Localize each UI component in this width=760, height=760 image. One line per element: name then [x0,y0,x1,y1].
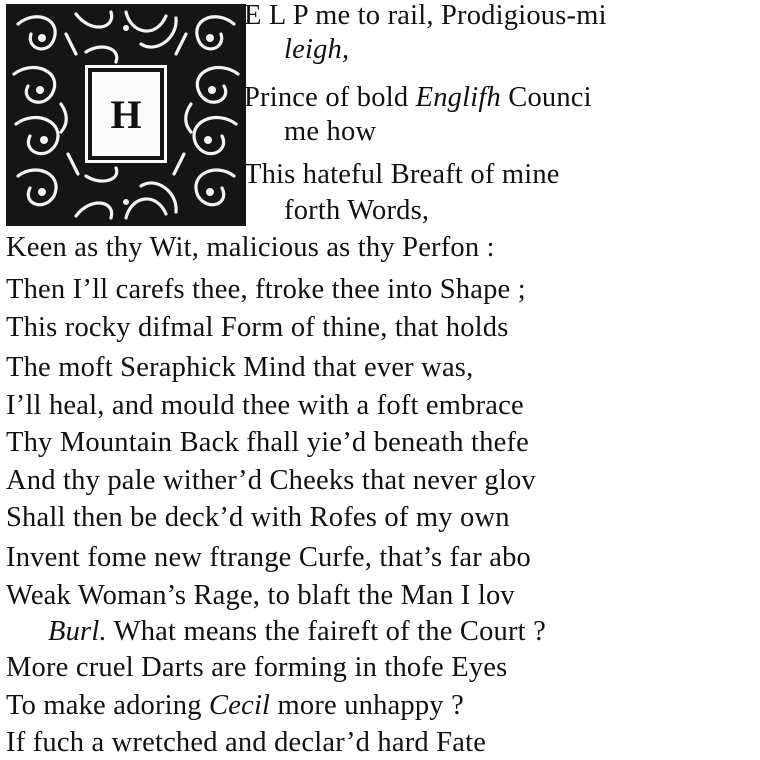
text-fragment: me how [284,116,377,147]
text-fragment: This rocky difmal Form of thine, that holds [6,312,509,343]
text-fragment: Cecil [209,690,271,721]
text-fragment: And thy pale wither’d Cheeks that never glov [6,465,536,496]
text-fragment: The moft Seraphick Mind that ever was, [6,352,474,383]
text-line [284,193,429,229]
text-fragment: What means the faireft of the Court ? [106,616,546,647]
decorated-initial [6,4,246,226]
text-fragment: I’ll heal, and mould thee with a foft embrace [6,390,524,421]
text-line [284,32,349,68]
text-line [6,650,507,686]
text-fragment: leigh, [284,34,350,65]
text-line [6,425,529,461]
text-fragment: Then I’ll carefs thee, ftroke thee into Shape ; [6,274,526,305]
text-fragment: Counci [500,82,592,113]
text-fragment: Shall then be deck’d with Rofes of my own [6,502,510,533]
text-fragment: Invent fome new ftrange Curfe, that’s far abo [6,542,531,573]
text-line [6,388,524,424]
initial-letter: H [110,91,142,137]
text-fragment: Englifh [415,82,501,113]
text-line [244,0,607,34]
text-line [6,688,464,724]
text-fragment: Burl. [48,616,107,647]
text-line [244,157,560,193]
text-line [6,272,526,308]
text-fragment: If fuch a wretched and declar’d hard Fate [6,727,487,758]
text-line [6,725,486,760]
initial-frame [88,68,164,160]
text-fragment: forth Words, [284,195,430,226]
text-fragment: More cruel Darts are forming in thofe Eyes [6,652,508,683]
text-fragment: Weak Woman’s Rage, to blaft the Man I lov [6,580,515,611]
text-fragment: To make adoring [6,690,210,721]
text-line [6,540,531,576]
text-line [6,500,510,536]
text-line [244,80,592,116]
text-line [6,310,509,346]
text-fragment: Thy Mountain Back fhall yie’d beneath thefe [6,427,530,458]
text-line [6,350,473,386]
text-line [6,578,515,614]
text-fragment: Prince of bold [244,82,416,113]
text-line [284,114,376,150]
text-fragment: more unhappy ? [270,690,464,721]
text-line [6,230,495,266]
text-fragment: Keen as thy Wit, malicious as thy Perfon : [6,232,495,263]
text-line [48,614,546,650]
text-fragment: E L P me to rail, Prodigious-mi [244,0,607,31]
text-fragment: This hateful Breaft of mine [244,159,560,190]
text-line [6,463,536,499]
